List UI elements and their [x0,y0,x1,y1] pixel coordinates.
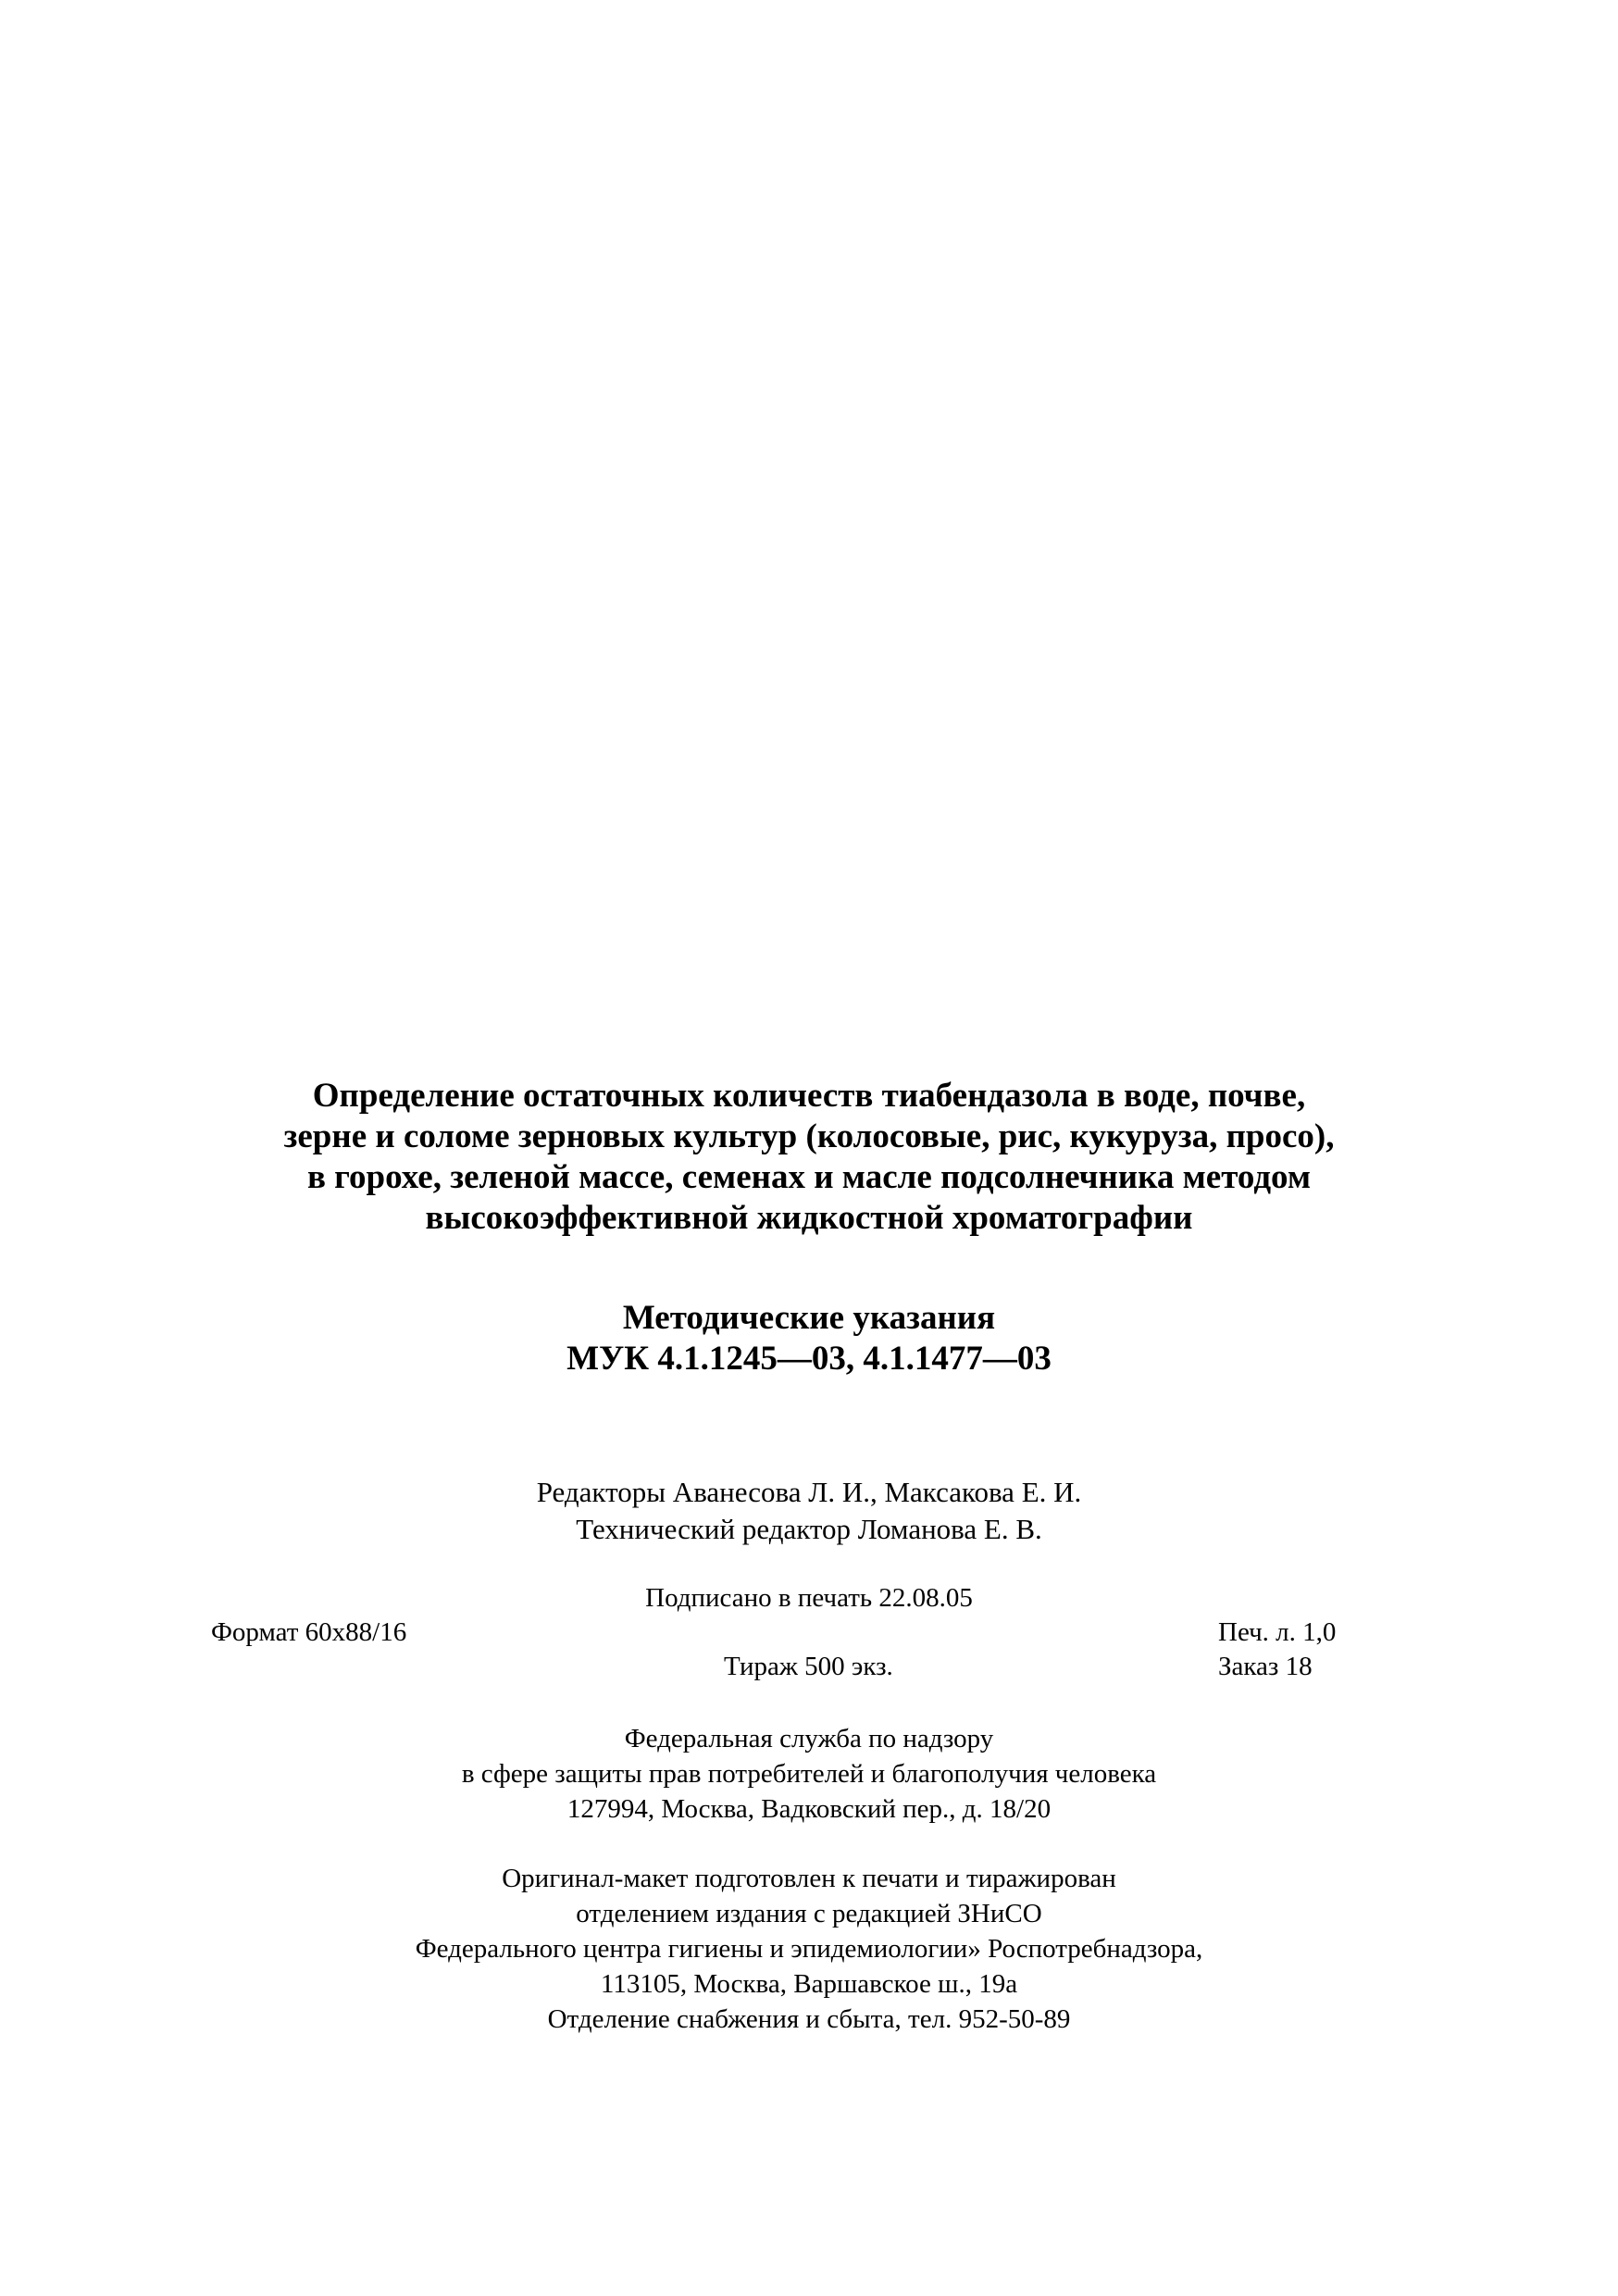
title-line: зерне и соломе зерновых культур (колосовые, рис, кукуруза, просо), [283,1117,1335,1155]
service-line: Федеральная служба по надзору [624,1724,994,1753]
print-run-info: Тираж 500 экз. [724,1652,893,1681]
subtitle-code: МУК 4.1.1245—03, 4.1.1477—03 [566,1340,1052,1378]
editors-block [0,1474,1618,1548]
original-phone: Отделение снабжения и сбыта, тел. 952-50-89 [547,2004,1071,2034]
print-sheets-info: Печ. л. 1,0 [1218,1617,1337,1647]
technical-editor-line: Технический редактор Ломанова Е. В. [576,1513,1042,1545]
original-address: 113105, Москва, Варшавское ш., 19а [600,1969,1018,1999]
title-line: в горохе, зеленой массе, семенах и масле подсолнечника методом [306,1158,1312,1196]
original-line: Оригинал-макет подготовлен к печати и тиражирован [502,1864,1116,1893]
service-address: 127994, Москва, Вадковский пер., д. 18/20 [566,1794,1052,1824]
document-subtitle [0,1298,1618,1379]
document-title [0,1076,1618,1239]
subtitle-type: Методические указания [622,1299,996,1337]
signed-for-print: Подписано в печать 22.08.05 [645,1583,973,1613]
title-line: высокоэффективной жидкостной хроматографии [425,1199,1193,1237]
editors-line: Редакторы Аванесова Л. И., Максакова Е. И. [536,1476,1082,1508]
original-line: Федерального центра гигиены и эпидемиологии» Роспотребнадзора, [415,1934,1203,1964]
format-info: Формат 60x88/16 [211,1617,407,1647]
service-line: в сфере защиты прав потребителей и благополучия человека [461,1759,1157,1789]
publisher-service-block [0,1721,1618,1827]
order-info: Заказ 18 [1218,1652,1313,1681]
original-layout-block [0,1861,1618,2037]
title-line: Определение остаточных количеств тиабендазола в воде, почве, [312,1077,1306,1115]
original-line: отделением издания с редакцией ЗНиСО [576,1899,1042,1928]
